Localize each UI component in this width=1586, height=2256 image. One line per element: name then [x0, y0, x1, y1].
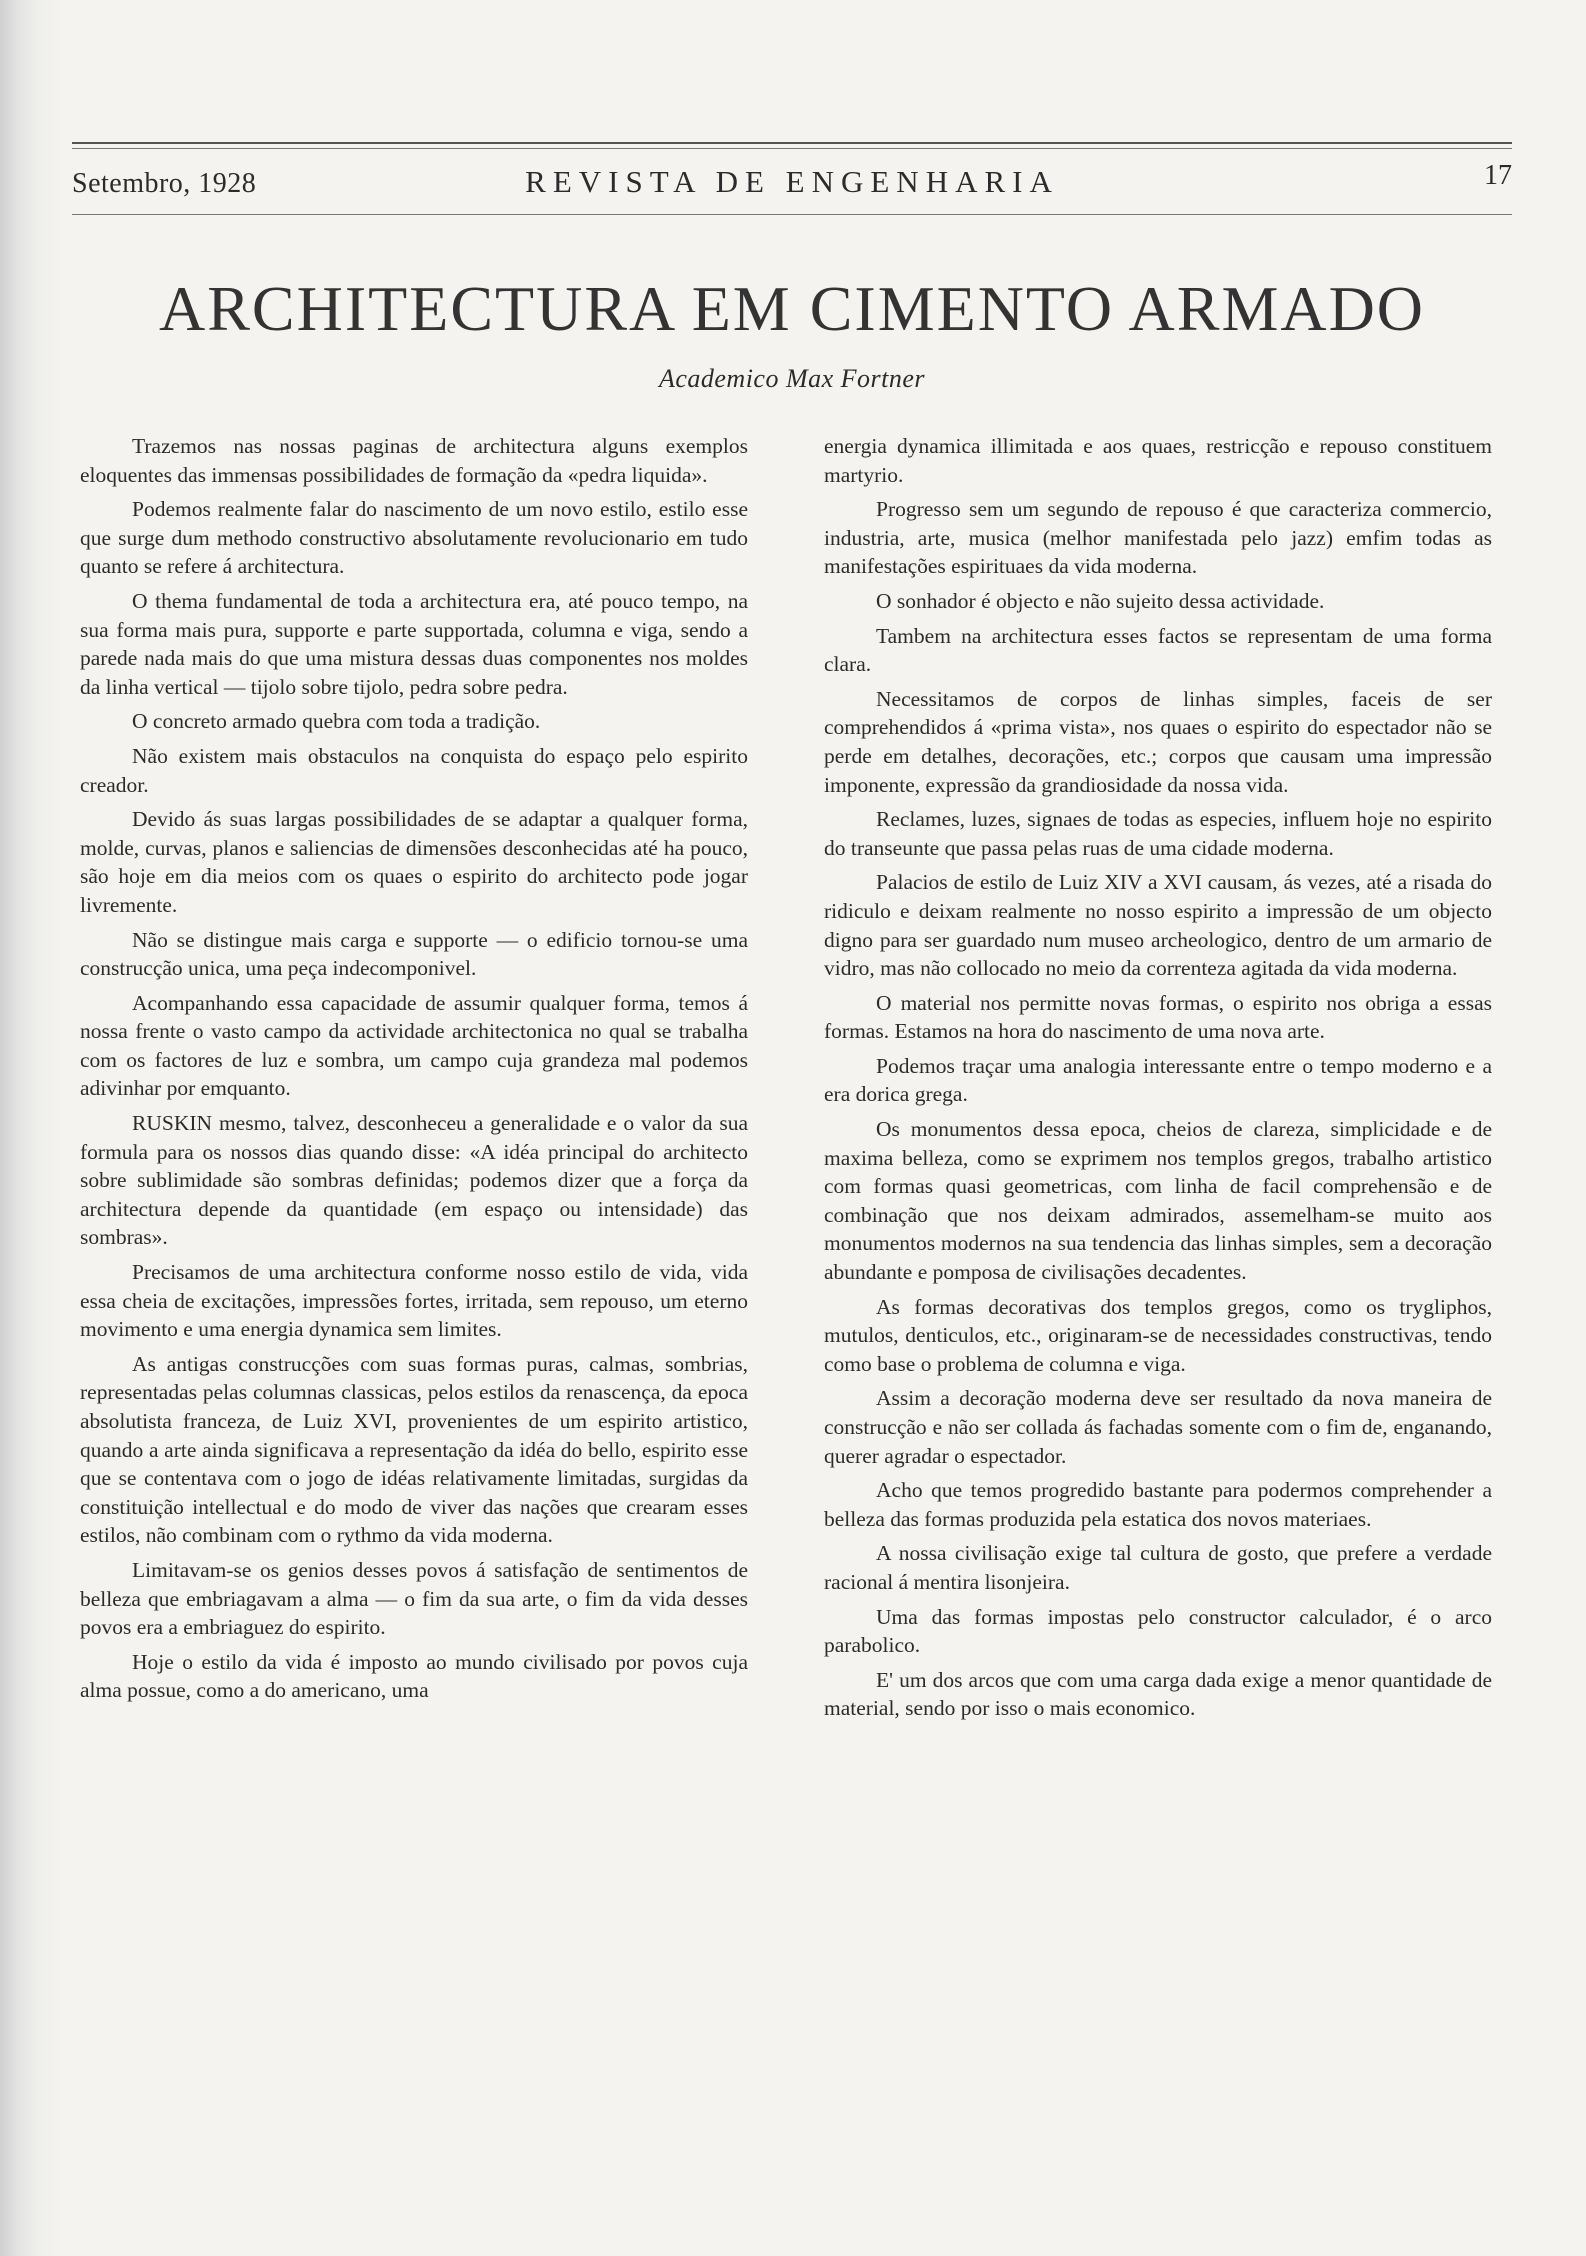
paragraph: As formas decorativas dos templos gregos, como os trygliphos, mutulos, denticulos, etc., originaram-se de necessidades constructivas, tendo como base o problema de columna e viga.	[824, 1294, 1492, 1376]
paragraph: energia dynamica illimitada e aos quaes, restricção e repouso constituem martyrio.	[824, 434, 1492, 487]
journal-title: REVISTA DE ENGENHARIA	[525, 164, 1059, 199]
paragraph: Os monumentos dessa epoca, cheios de clareza, simplicidade e de maxima belleza, como se exprimem nos templos gregos, trabalho artistico com formas quasi geometricas, com linha de facil comprehensão e de combinação que nos deixam admirados, assemelham-se muito aos monumentos modernos na sua tendencia das linhas simples, sem a decoração abundante e pomposa de civilisações decadentes.	[824, 1117, 1492, 1285]
paragraph: As antigas construcções com suas formas puras, calmas, sombrias, representadas pelas columnas classicas, pelos estilos da renascença, da epoca absolutista franceza, de Luiz XVI, provenientes de um espirito artistico, quando a arte ainda significava a representação da idéa do bello, espirito esse que se contentava com o jogo de idéas relativamente limitadas, surgidas da constituição intellectual e do modo de viver das nações que crearam esses estilos, não combinam com o rythmo da vida moderna.	[80, 1351, 748, 1548]
header-top-rule-thin	[72, 148, 1512, 149]
running-header	[72, 160, 1512, 206]
paragraph: Trazemos nas nossas paginas de architectura alguns exemplos eloquentes das immensas possibilidades de formação da «pedra liquida».	[80, 434, 748, 487]
paragraph: O concreto armado quebra com toda a tradição.	[132, 709, 541, 734]
paragraph: E' um dos arcos que com uma carga dada exige a menor quantidade de material, sendo por isso o mais economico.	[824, 1667, 1492, 1721]
paragraph: Não se distingue mais carga e supporte — o edificio tornou-se uma construcção unica, uma peça indecomponivel.	[80, 927, 748, 981]
paragraph: Podemos traçar uma analogia interessante entre o tempo moderno e a era dorica grega.	[824, 1053, 1492, 1107]
paragraph: Acompanhando essa capacidade de assumir qualquer forma, temos á nossa frente o vasto campo da actividade architectonica no qual se trabalha com os factores de luz e sombra, um campo cuja grandeza mal podemos adivinhar por emquanto.	[80, 990, 748, 1101]
paragraph: Uma das formas impostas pelo constructor calculador, é o arco parabolico.	[824, 1604, 1492, 1658]
page-number: 17	[1484, 160, 1512, 191]
paragraph: Acho que temos progredido bastante para podermos comprehender a belleza das formas produzida pela estatica dos novos materiaes.	[824, 1478, 1492, 1531]
paragraph: Não existem mais obstaculos na conquista do espaço pelo espirito creador.	[80, 743, 748, 797]
paragraph: Progresso sem um segundo de repouso é que caracteriza commercio, industria, arte, musica (melhor manifestada pelo jazz) emfim todas as manifestações espirituaes da vida moderna.	[824, 497, 1492, 579]
scan-binding-edge	[0, 0, 62, 2256]
paragraph: Hoje o estilo da vida é imposto ao mundo civilisado por povos cuja alma possue, como a do americano, uma	[80, 1649, 748, 1703]
header-top-rule	[72, 142, 1512, 144]
paragraph: O sonhador é objecto e não sujeito dessa actividade.	[876, 588, 1325, 613]
paragraph: Necessitamos de corpos de linhas simples, faceis de ser comprehendidos á «prima vista», nos quaes o espirito do espectador não se perde em detalhes, decorações, etc.; corpos que causam uma impressão imponente, expressão da grandiosidade da nossa vida.	[824, 686, 1492, 797]
right-column	[824, 432, 1492, 1729]
paragraph: RUSKIN mesmo, talvez, desconheceu a generalidade e o valor da sua formula para os nossos dias quando disse: «A idéa principal do architecto sobre sublimidade são sombras definidas; podemos dizer que a força da architectura depende da quantidade (em espaço ou intensidade) das sombras».	[80, 1111, 748, 1250]
article-author: Academico Max Fortner	[658, 364, 926, 393]
paragraph: Limitavam-se os genios desses povos á satisfação de sentimentos de belleza que embriagavam a alma — o fim da sua arte, o fim da vida desses povos era a embriaguez do espirito.	[80, 1557, 748, 1640]
paragraph: O thema fundamental de toda a architectura era, até pouco tempo, na sua forma mais pura, supporte e parte supportada, columna e viga, sendo a parede nada mais do que uma mistura dessas duas componentes nos moldes da linha vertical — tijolo sobre tijolo, pedra sobre pedra.	[80, 588, 748, 699]
paragraph: Devido ás suas largas possibilidades de se adaptar a qualquer forma, molde, curvas, planos e saliencias de dimensões desconhecidas até ha pouco, são hoje em dia meios com os quaes o espirito do architecto pode jogar livremente.	[80, 807, 748, 917]
paragraph: Palacios de estilo de Luiz XIV a XVI causam, ás vezes, até a risada do ridiculo e deixam realmente no nosso espirito a impressão de um objecto digno para ser guardado num museo archeologico, dentro de um armario de vidro, mas não collocado no meio da correnteza agitada da vida moderna.	[824, 870, 1492, 981]
paragraph: Tambem na architectura esses factos se representam de uma forma clara.	[824, 623, 1492, 677]
paragraph: Podemos realmente falar do nascimento de um novo estilo, estilo esse que surge dum methodo constructivo absolutamente revolucionario em tudo quanto se refere á architectura.	[80, 497, 748, 579]
paragraph: A nossa civilisação exige tal cultura de gosto, que prefere a verdade racional á mentira lisonjeira.	[824, 1541, 1492, 1594]
paragraph: Precisamos de uma architectura conforme nosso estilo de vida, vida essa cheia de excitações, impressões fortes, irritada, sem repouso, um eterno movimento e uma energia dynamica sem limites.	[80, 1260, 748, 1342]
article-title: ARCHITECTURA EM CIMENTO ARMADO	[159, 273, 1425, 344]
header-date: Setembro, 1928	[72, 168, 257, 199]
paragraph: O material nos permitte novas formas, o espirito nos obriga a essas formas. Estamos na hora do nascimento de uma nova arte.	[824, 990, 1492, 1044]
header-bottom-rule	[72, 214, 1512, 215]
paragraph: Assim a decoração moderna deve ser resultado da nova maneira de construcção e não ser collada ás fachadas somente com o fim de, enganando, querer agradar o espectador.	[824, 1386, 1492, 1468]
paragraph: Reclames, luzes, signaes de todas as especies, influem hoje no espirito do transeunte que passa pelas ruas de uma cidade moderna.	[824, 807, 1492, 860]
left-column	[80, 432, 748, 1711]
document-page	[72, 0, 1512, 2256]
